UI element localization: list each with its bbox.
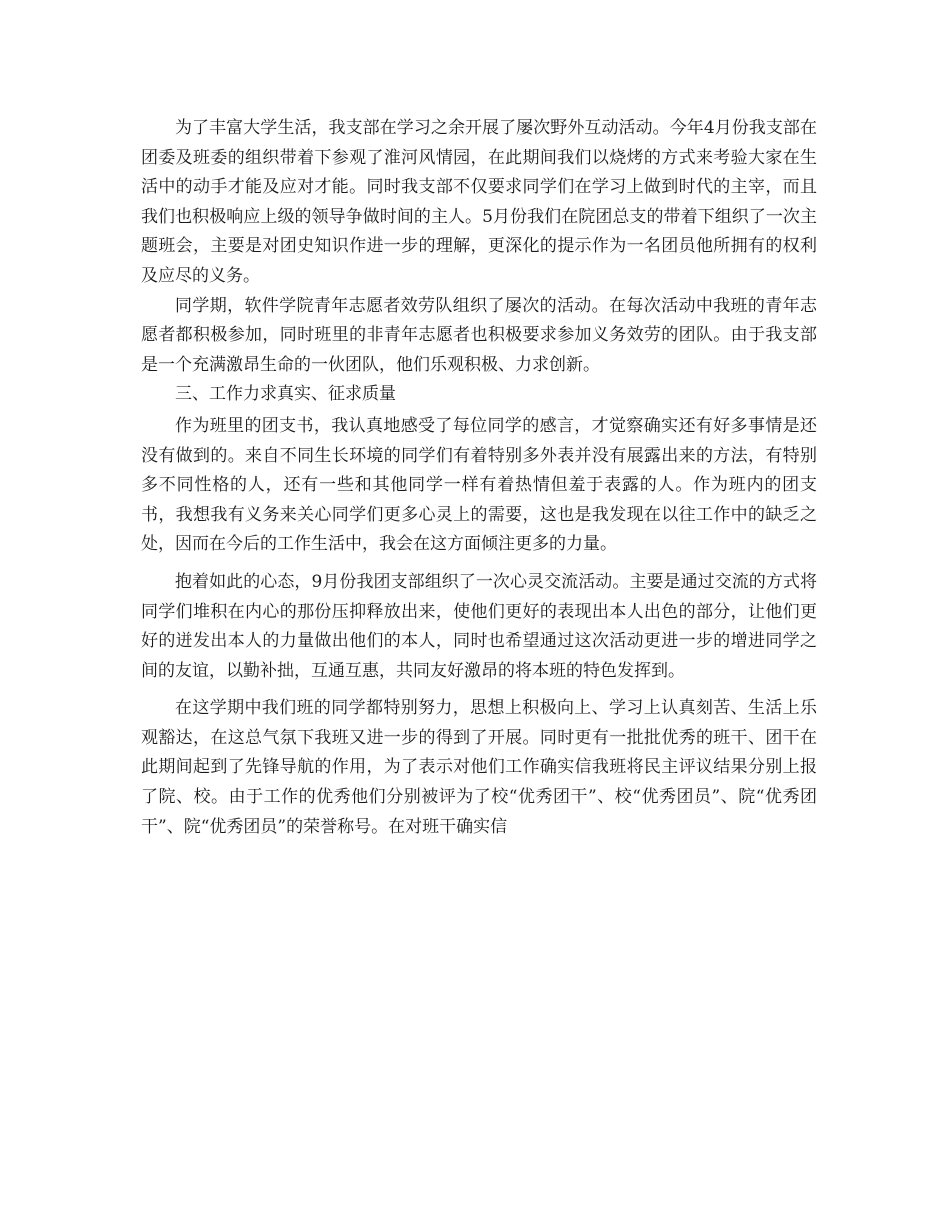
paragraph: 抱着如此的心态，9月份我团支部组织了一次心灵交流活动。主要是通过交流的方式将同学们堆积在内心的那份压抑释放出来，使他们更好的表现出本人出色的部分，让他们更好的迸发出本人的力量做出他们的本人，同时也希望通过这次活动更进一步的增进同学之间的友谊，以勤补拙，互通互惠，共同友好激昂的将本班的特色发挥到。 bbox=[141, 571, 817, 681]
paragraph: 作为班里的团支书，我认真地感受了每位同学的感言，才觉察确实还有好多事情是还没有做到的。来自不同生长环境的同学们有着特别多外表并没有展露出来的方法，有特别多不同性格的人，还有一些和其他同学一样有着热情但羞于表露的人。作为班内的团支书，我想我有义务来关心同学们更多心灵上的需要，这也是我发现在以往工作中的缺乏之处，因而在今后的工作生活中，我会在这方面倾注更多的力量。 bbox=[141, 415, 817, 555]
section-heading: 三、工作力求真实、征求质量 bbox=[175, 384, 396, 405]
document-body bbox=[141, 114, 817, 842]
paragraph: 为了丰富大学生活，我支部在学习之余开展了屡次野外互动活动。今年4月份我支部在团委及班委的组织带着下参观了淮河风情园，在此期间我们以烧烤的方式来考验大家在生活中的动手才能及应对才能。同时我支部不仅要求同学们在学习上做到时代的主宰，而且我们也积极响应上级的领导争做时间的主人。5月份我们在院团总支的带着下组织了一次主题班会，主要是对团史知识作进一步的理解，更深化的提示作为一名团员他所拥有的权利及应尽的义务。 bbox=[141, 118, 817, 286]
paragraph: 同学期，软件学院青年志愿者效劳队组织了屡次的活动。在每次活动中我班的青年志愿者都积极参加，同时班里的非青年志愿者也积极要求参加义务效劳的团队。由于我支部是一个充满激昂生命的一伙团队，他们乐观积极、力求创新。 bbox=[141, 295, 817, 375]
paragraph: 在这学期中我们班的同学都特别努力，思想上积极向上、学习上认真刻苦、生活上乐观豁达，在这总气氛下我班又进一步的得到了开展。同时更有一批批优秀的班干、团干在此期间起到了先锋导航的作用，为了表示对他们工作确实信我班将民主评议结果分别上报了院、校。由于工作的优秀他们分别被评为了校“优秀团干”、校“优秀团员”、院“优秀团干”、院“优秀团员”的荣誉称号。在对班干确实信 bbox=[141, 698, 817, 837]
